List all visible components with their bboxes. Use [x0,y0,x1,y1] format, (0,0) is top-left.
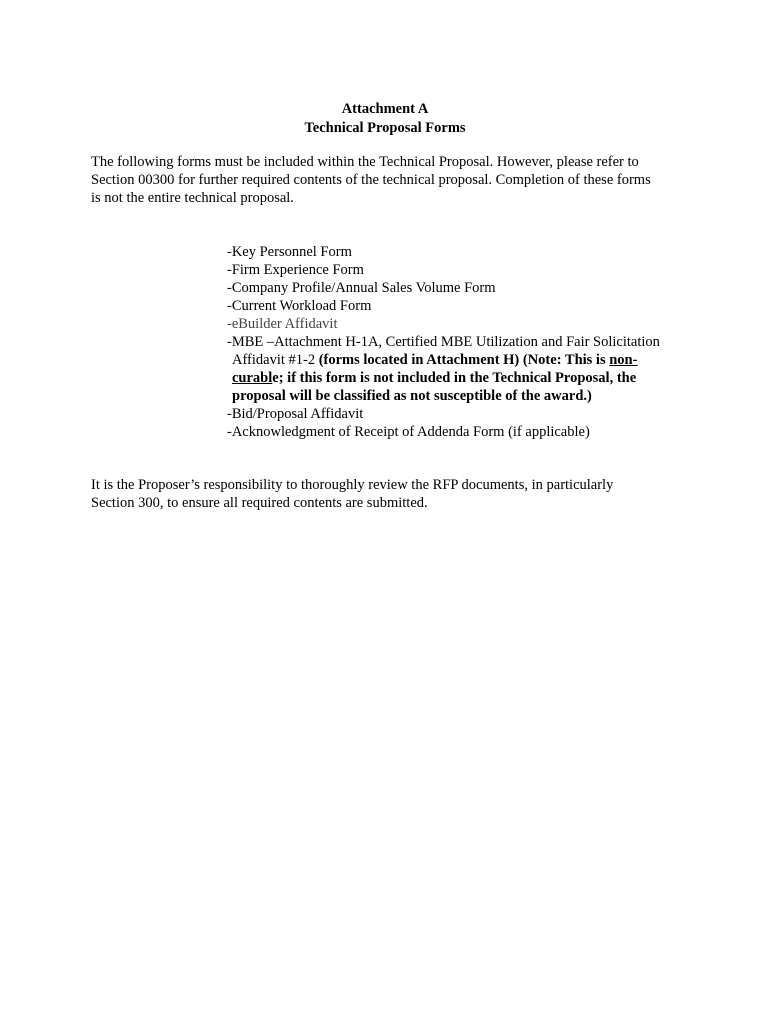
form-item-ebuilder-affidavit: -eBuilder Affidavit [227,316,338,332]
mbe-text: Affidavit #1-2 [232,352,319,368]
form-item-bid-proposal-affidavit: -Bid/Proposal Affidavit [227,406,364,422]
attachment-title: Attachment A [341,101,429,117]
intro-line: Section 00300 for further required contents of the technical proposal. Completion of these forms [91,172,651,188]
form-item-firm-experience: -Firm Experience Form [227,262,364,278]
mbe-line [227,369,697,387]
form-item-addenda-acknowledgment: -Acknowledgment of Receipt of Addenda Form (if applicable) [227,424,590,440]
mbe-noncurable: non- [609,352,638,368]
intro-line: is not the entire technical proposal. [91,190,294,206]
form-item-key-personnel: -Key Personnel Form [227,244,352,260]
forms-list [227,243,697,441]
form-item-company-profile: -Company Profile/Annual Sales Volume Form [227,280,496,296]
document-title: Technical Proposal Forms [304,120,466,136]
intro-paragraph [91,153,691,207]
closing-line: It is the Proposer’s responsibility to thoroughly review the RFP documents, in particularly [91,477,614,493]
mbe-line: -MBE –Attachment H-1A, Certified MBE Utilization and Fair Solicitation [227,334,660,350]
closing-line: Section 300, to ensure all required contents are submitted. [91,495,428,511]
mbe-line [227,351,697,369]
intro-line: The following forms must be included within the Technical Proposal. However, please refer to [91,154,639,170]
mbe-note: (forms located in Attachment H) (Note: This is [318,352,610,368]
mbe-note: e; if this form is not included in the Technical Proposal, the [272,370,637,386]
form-item-mbe [227,333,697,405]
mbe-noncurable: curabl [232,370,273,386]
closing-paragraph [91,476,691,512]
mbe-line: proposal will be classified as not susceptible of the award.) [232,388,592,404]
form-item-current-workload: -Current Workload Form [227,298,372,314]
